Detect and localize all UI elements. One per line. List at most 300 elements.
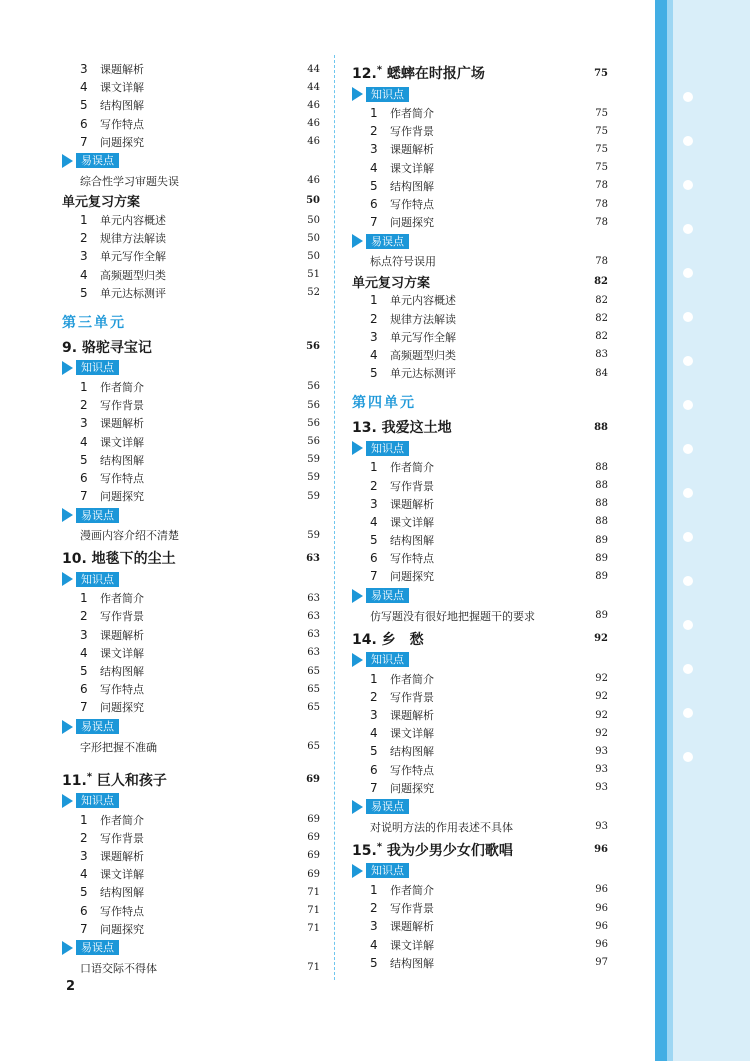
page-ref: 93 xyxy=(595,764,608,776)
toc-item[interactable] xyxy=(352,954,608,972)
toc-item[interactable] xyxy=(62,266,320,284)
badge-label: 易误点 xyxy=(76,940,119,955)
page-ref: 92 xyxy=(594,633,608,645)
toc-item-text xyxy=(370,762,434,778)
toc-item[interactable] xyxy=(352,706,608,724)
toc-item[interactable] xyxy=(352,513,608,531)
toc-item[interactable] xyxy=(62,469,320,487)
toc-item-text xyxy=(370,459,434,475)
item-label: 写作特点 xyxy=(390,552,434,566)
toc-item[interactable] xyxy=(62,487,320,505)
page-ref: 50 xyxy=(307,214,320,226)
page-ref: 97 xyxy=(595,957,608,969)
toc-item-text xyxy=(370,707,434,723)
page-ref: 51 xyxy=(307,269,320,281)
page-ref: 93 xyxy=(595,821,608,833)
item-label: 问题探究 xyxy=(390,570,434,584)
item-number: 1 xyxy=(370,882,378,897)
item-number: 4 xyxy=(80,867,88,882)
toc-item[interactable] xyxy=(352,159,608,177)
play-triangle-icon xyxy=(352,864,363,878)
toc-item-text xyxy=(370,178,434,194)
lesson-star-mark: * xyxy=(86,770,93,782)
play-triangle-icon xyxy=(62,794,73,808)
toc-item-text xyxy=(80,415,144,431)
item-label: 写作背景 xyxy=(100,610,144,624)
toc-item[interactable] xyxy=(352,476,608,494)
page-ref: 44 xyxy=(307,81,320,93)
toc-item[interactable] xyxy=(352,458,608,476)
toc-item[interactable] xyxy=(62,644,320,662)
toc-item[interactable] xyxy=(62,901,320,919)
toc-item[interactable] xyxy=(62,378,320,396)
item-number: 2 xyxy=(80,231,88,246)
review-label: 单元复习方案 xyxy=(62,195,141,211)
toc-item[interactable] xyxy=(62,680,320,698)
item-label: 课文详解 xyxy=(100,81,144,95)
toc-item[interactable] xyxy=(62,432,320,450)
toc-item-text xyxy=(80,285,166,301)
play-triangle-icon xyxy=(352,87,363,101)
page-ref: 92 xyxy=(595,691,608,703)
lesson-number: 13. 我爱这土地 xyxy=(352,420,452,437)
lesson-number: 11. xyxy=(62,772,87,789)
item-number: 3 xyxy=(370,329,378,344)
page-ref: 46 xyxy=(307,175,320,187)
item-number: 4 xyxy=(370,514,378,529)
item-number: 5 xyxy=(370,366,378,381)
item-label: 作者简介 xyxy=(100,380,144,394)
toc-item[interactable] xyxy=(352,328,608,346)
lesson-title xyxy=(62,770,167,790)
item-label: 高频题型归类 xyxy=(390,348,456,362)
toc-item-text xyxy=(80,452,144,468)
toc-item[interactable] xyxy=(352,761,608,779)
item-label: 问题探究 xyxy=(100,135,144,149)
binder-hole xyxy=(683,92,693,102)
page-ref: 65 xyxy=(307,665,320,677)
toc-item-text xyxy=(370,141,434,157)
item-number: 5 xyxy=(80,452,88,467)
item-label: 写作特点 xyxy=(390,763,434,777)
item-label: 写作背景 xyxy=(100,399,144,413)
item-number: 3 xyxy=(80,62,88,77)
item-number: 3 xyxy=(80,627,88,642)
toc-item[interactable] xyxy=(352,917,608,935)
page-ref: 78 xyxy=(595,198,608,210)
section-badge xyxy=(62,939,320,957)
badge-label: 知识点 xyxy=(76,793,119,808)
play-triangle-icon xyxy=(352,234,363,248)
item-number: 5 xyxy=(370,955,378,970)
section-badge xyxy=(62,506,320,524)
page-ref: 88 xyxy=(595,480,608,492)
item-number: 4 xyxy=(370,347,378,362)
item-number: 1 xyxy=(80,591,88,606)
item-number: 3 xyxy=(80,848,88,863)
item-number: 3 xyxy=(370,496,378,511)
item-number: 6 xyxy=(80,903,88,918)
item-label: 作者简介 xyxy=(390,107,434,121)
toc-item[interactable] xyxy=(352,899,608,917)
lesson-heading[interactable] xyxy=(352,416,608,438)
item-number: 4 xyxy=(370,160,378,175)
item-label: 单元写作全解 xyxy=(390,330,456,344)
lesson-heading[interactable] xyxy=(352,628,608,650)
binder-hole xyxy=(683,576,693,586)
binder-hole xyxy=(683,532,693,542)
toc-item[interactable] xyxy=(62,78,320,96)
toc-item-text xyxy=(370,882,434,898)
item-number: 1 xyxy=(370,460,378,475)
toc-item[interactable] xyxy=(352,177,608,195)
toc-item-text xyxy=(370,105,434,121)
toc-item-text xyxy=(370,689,434,705)
toc-item[interactable] xyxy=(352,346,608,364)
page-ref: 75 xyxy=(595,143,608,155)
item-label: 单元内容概述 xyxy=(390,294,456,308)
toc-item-text xyxy=(80,812,144,828)
note-label: 标点符号误用 xyxy=(370,255,436,269)
toc-item[interactable] xyxy=(62,662,320,680)
item-number: 1 xyxy=(370,106,378,121)
item-label: 课文详解 xyxy=(100,435,144,449)
toc-item[interactable] xyxy=(352,195,608,213)
page-ref: 96 xyxy=(595,902,608,914)
lesson-heading[interactable] xyxy=(62,547,320,569)
toc-item[interactable] xyxy=(62,284,320,302)
toc-item[interactable] xyxy=(62,829,320,847)
toc-item-text xyxy=(80,212,166,228)
toc-note[interactable] xyxy=(62,958,320,978)
toc-item-text xyxy=(80,830,144,846)
page-ref: 71 xyxy=(307,905,320,917)
page-ref: 52 xyxy=(307,287,320,299)
page-ref: 63 xyxy=(307,629,320,641)
item-label: 课题解析 xyxy=(100,849,144,863)
item-number: 7 xyxy=(80,134,88,149)
toc-item-text xyxy=(370,568,434,584)
unit-heading: 第四单元 xyxy=(352,395,416,412)
item-number: 2 xyxy=(370,124,378,139)
section-badge xyxy=(352,439,608,457)
page-ref: 50 xyxy=(307,232,320,244)
toc-item[interactable] xyxy=(62,626,320,644)
lesson-title xyxy=(352,417,452,437)
item-number: 6 xyxy=(80,116,88,131)
lesson-title xyxy=(352,63,485,83)
toc-item-text xyxy=(370,214,434,230)
item-number: 4 xyxy=(370,726,378,741)
page-ref: 93 xyxy=(595,745,608,757)
binder-hole xyxy=(683,488,693,498)
toc-item-text xyxy=(370,937,434,953)
section-badge xyxy=(62,792,320,810)
toc-item-text xyxy=(370,955,434,971)
item-label: 结构图解 xyxy=(100,665,144,679)
toc-item[interactable] xyxy=(62,115,320,133)
page-ref: 56 xyxy=(307,417,320,429)
binder-hole xyxy=(683,620,693,630)
toc-item-text xyxy=(80,903,144,919)
item-number: 5 xyxy=(370,178,378,193)
item-label: 单元达标测评 xyxy=(100,286,166,300)
toc-item[interactable] xyxy=(352,688,608,706)
toc-item[interactable] xyxy=(62,229,320,247)
page-ref: 69 xyxy=(306,774,320,785)
toc-right-column xyxy=(352,60,608,972)
toc-item[interactable] xyxy=(62,920,320,938)
item-label: 写作特点 xyxy=(390,198,434,212)
lesson-heading[interactable] xyxy=(352,62,608,84)
lesson-star-mark: * xyxy=(376,64,383,76)
play-triangle-icon xyxy=(62,154,73,168)
badge-label: 易误点 xyxy=(76,719,119,734)
toc-item[interactable] xyxy=(352,567,608,585)
lesson-heading[interactable] xyxy=(352,839,608,861)
toc-item-text xyxy=(80,97,144,113)
binder-hole xyxy=(683,444,693,454)
page-ref: 44 xyxy=(307,63,320,75)
lesson-name: 蟋蟀在时报广场 xyxy=(382,66,485,82)
item-label: 写作背景 xyxy=(390,479,434,493)
play-triangle-icon xyxy=(62,941,73,955)
toc-item-text xyxy=(80,134,144,150)
toc-item[interactable] xyxy=(352,213,608,231)
item-label: 问题探究 xyxy=(100,701,144,715)
page-ref: 75 xyxy=(595,162,608,174)
toc-item-text xyxy=(80,267,166,283)
item-number: 3 xyxy=(370,919,378,934)
section-badge xyxy=(352,862,608,880)
item-number: 5 xyxy=(80,98,88,113)
binder-hole xyxy=(683,268,693,278)
review-label: 单元复习方案 xyxy=(352,275,431,291)
toc-item-text xyxy=(80,645,144,661)
toc-item[interactable] xyxy=(62,865,320,883)
item-label: 高频题型归类 xyxy=(100,268,166,282)
toc-item-text xyxy=(370,478,434,494)
play-triangle-icon xyxy=(62,508,73,522)
toc-left-column xyxy=(62,60,320,978)
toc-item[interactable] xyxy=(62,811,320,829)
item-number: 3 xyxy=(80,416,88,431)
item-number: 4 xyxy=(80,80,88,95)
binder-hole xyxy=(683,708,693,718)
lesson-title xyxy=(352,629,424,649)
item-number: 7 xyxy=(370,780,378,795)
toc-item[interactable] xyxy=(352,364,608,382)
page-ref: 82 xyxy=(595,294,608,306)
binder-spine xyxy=(667,0,673,1061)
page-ref: 92 xyxy=(595,727,608,739)
toc-item-text xyxy=(80,379,144,395)
spacer xyxy=(62,757,320,767)
item-label: 结构图解 xyxy=(390,745,434,759)
page-ref: 63 xyxy=(306,552,320,564)
toc-item[interactable] xyxy=(62,211,320,229)
toc-item[interactable] xyxy=(62,414,320,432)
binder-hole xyxy=(683,356,693,366)
item-number: 6 xyxy=(370,197,378,212)
item-number: 2 xyxy=(370,689,378,704)
badge-label: 知识点 xyxy=(76,360,119,375)
binder-hole xyxy=(683,312,693,322)
item-label: 规律方法解读 xyxy=(390,312,456,326)
item-label: 作者简介 xyxy=(100,592,144,606)
page-ref: 71 xyxy=(307,886,320,898)
page-ref: 46 xyxy=(307,118,320,130)
play-triangle-icon xyxy=(352,653,363,667)
item-number: 5 xyxy=(80,664,88,679)
toc-item[interactable] xyxy=(62,396,320,414)
toc-item[interactable] xyxy=(352,881,608,899)
item-label: 作者简介 xyxy=(390,461,434,475)
section-badge xyxy=(352,798,608,816)
binder-hole xyxy=(683,136,693,146)
toc-item[interactable] xyxy=(62,96,320,114)
toc-item[interactable] xyxy=(62,60,320,78)
page-ref: 69 xyxy=(307,832,320,844)
toc-note[interactable] xyxy=(352,606,608,626)
toc-item-text xyxy=(370,550,434,566)
toc-note[interactable] xyxy=(352,817,608,837)
toc-item-text xyxy=(370,329,456,345)
badge-label: 知识点 xyxy=(366,441,409,456)
lesson-title xyxy=(62,337,152,357)
item-number: 5 xyxy=(370,533,378,548)
page-ref: 83 xyxy=(595,349,608,361)
badge-label: 易误点 xyxy=(366,588,409,603)
item-number: 6 xyxy=(80,682,88,697)
item-number: 6 xyxy=(80,470,88,485)
item-number: 4 xyxy=(370,937,378,952)
section-badge xyxy=(352,232,608,250)
section-badge xyxy=(352,587,608,605)
item-number: 4 xyxy=(80,267,88,282)
item-number: 7 xyxy=(80,489,88,504)
toc-item[interactable] xyxy=(352,935,608,953)
toc-item[interactable] xyxy=(352,742,608,760)
play-triangle-icon xyxy=(62,720,73,734)
toc-item[interactable] xyxy=(352,122,608,140)
item-number: 3 xyxy=(370,708,378,723)
item-number: 7 xyxy=(80,921,88,936)
unit-review-heading[interactable] xyxy=(352,271,608,291)
page-ref: 63 xyxy=(307,592,320,604)
lesson-star-mark: * xyxy=(376,841,383,853)
toc-item[interactable] xyxy=(352,779,608,797)
toc-item-text xyxy=(80,590,144,606)
page-ref: 71 xyxy=(307,923,320,935)
item-label: 作者简介 xyxy=(390,883,434,897)
toc-item[interactable] xyxy=(62,589,320,607)
play-triangle-icon xyxy=(352,800,363,814)
item-number: 5 xyxy=(80,885,88,900)
item-label: 作者简介 xyxy=(390,672,434,686)
page-ref: 88 xyxy=(595,461,608,473)
play-triangle-icon xyxy=(352,589,363,603)
item-label: 写作背景 xyxy=(100,831,144,845)
item-number: 2 xyxy=(370,901,378,916)
item-number: 2 xyxy=(80,830,88,845)
page-ref: 82 xyxy=(595,331,608,343)
item-label: 课文详解 xyxy=(390,938,434,952)
toc-item-text xyxy=(370,780,434,796)
lesson-title xyxy=(62,548,176,568)
toc-item[interactable] xyxy=(62,451,320,469)
toc-item[interactable] xyxy=(62,247,320,265)
page-ref: 96 xyxy=(595,884,608,896)
badge-label: 知识点 xyxy=(366,863,409,878)
column-divider xyxy=(334,55,335,980)
toc-item[interactable] xyxy=(352,549,608,567)
toc-item[interactable] xyxy=(62,133,320,151)
toc-item[interactable] xyxy=(62,847,320,865)
toc-item[interactable] xyxy=(352,670,608,688)
unit-review-heading[interactable] xyxy=(62,191,320,211)
toc-item[interactable] xyxy=(352,531,608,549)
toc-item[interactable] xyxy=(62,883,320,901)
toc-item[interactable] xyxy=(352,104,608,122)
toc-item-text xyxy=(80,230,166,246)
item-number: 7 xyxy=(370,569,378,584)
page-ref: 50 xyxy=(306,195,320,207)
toc-note[interactable] xyxy=(62,171,320,191)
item-number: 7 xyxy=(370,215,378,230)
lesson-heading[interactable] xyxy=(62,336,320,358)
toc-item[interactable] xyxy=(62,607,320,625)
toc-note[interactable] xyxy=(62,737,320,757)
toc-item[interactable] xyxy=(352,140,608,158)
toc-note[interactable] xyxy=(352,251,608,271)
page-ref: 82 xyxy=(595,313,608,325)
toc-item[interactable] xyxy=(352,310,608,328)
lesson-heading[interactable] xyxy=(62,769,320,791)
item-number: 4 xyxy=(80,434,88,449)
binder-hole xyxy=(683,400,693,410)
item-label: 写作特点 xyxy=(100,471,144,485)
page-ref: 93 xyxy=(595,782,608,794)
toc-item[interactable] xyxy=(352,724,608,742)
toc-item[interactable] xyxy=(352,495,608,513)
toc-item-text xyxy=(80,608,144,624)
toc-item[interactable] xyxy=(352,291,608,309)
item-number: 7 xyxy=(80,700,88,715)
toc-item-text xyxy=(80,248,166,264)
item-label: 课题解析 xyxy=(390,497,434,511)
item-label: 结构图解 xyxy=(100,99,144,113)
toc-item-text xyxy=(80,663,144,679)
page-ref: 65 xyxy=(307,683,320,695)
toc-item[interactable] xyxy=(62,698,320,716)
badge-label: 易误点 xyxy=(76,508,119,523)
toc-item-text xyxy=(370,292,456,308)
note-label: 综合性学习审题失误 xyxy=(80,174,179,188)
page-ref: 69 xyxy=(307,814,320,826)
toc-note[interactable] xyxy=(62,525,320,545)
page-ref: 89 xyxy=(595,570,608,582)
page-ref: 78 xyxy=(595,180,608,192)
item-number: 1 xyxy=(80,213,88,228)
item-label: 课题解析 xyxy=(390,143,434,157)
item-number: 1 xyxy=(80,379,88,394)
item-number: 1 xyxy=(370,671,378,686)
toc-item-text xyxy=(370,123,434,139)
binder-hole xyxy=(683,664,693,674)
binder-hole xyxy=(683,224,693,234)
item-label: 单元写作全解 xyxy=(100,250,166,264)
